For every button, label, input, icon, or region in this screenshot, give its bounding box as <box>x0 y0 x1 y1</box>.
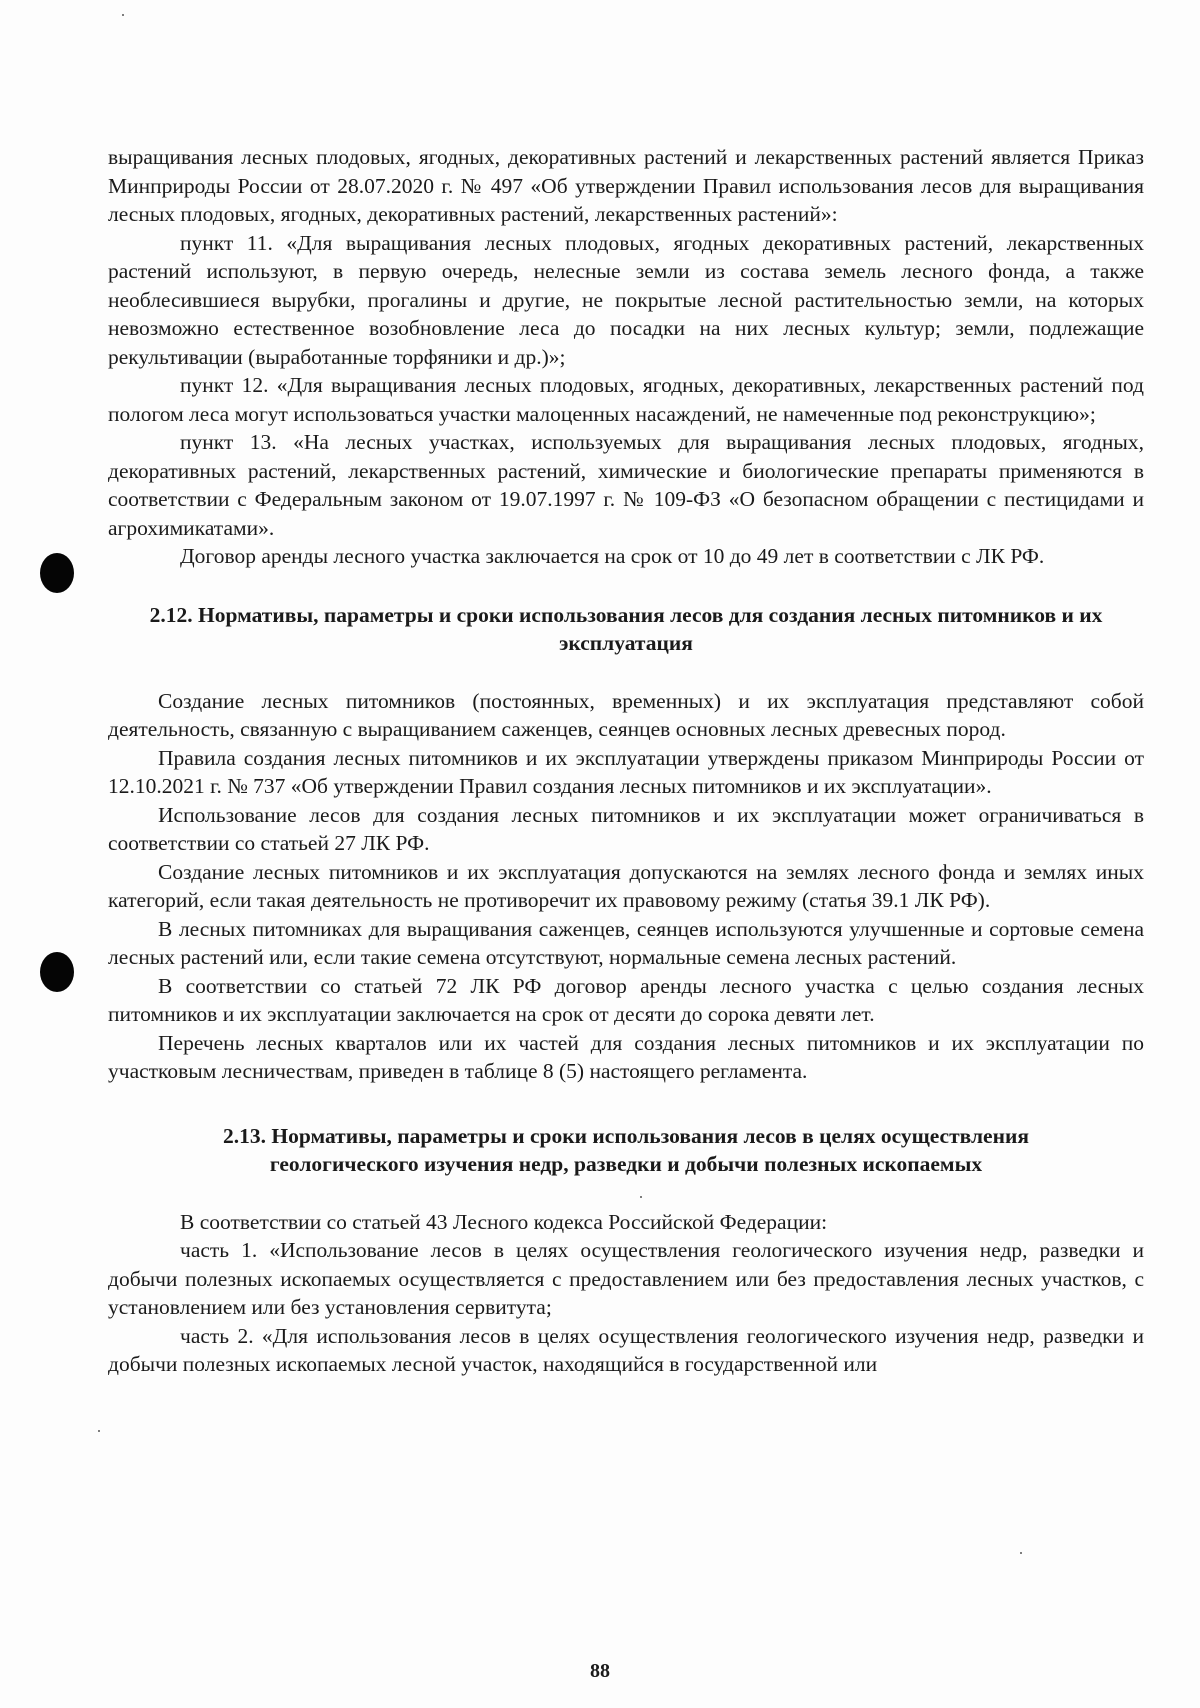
punch-hole-mark <box>40 952 74 992</box>
paragraph: пункт 11. «Для выращивания лесных плодовых, ягодных декоративных растений, лекарственных растений используют, в первую очередь, нелесные земли из состава земель лесного фонда, а также необлесившиеся вырубки, прогалины и другие, не покрытые лесной растительностью земли, на которых невозможно естественное возобновление леса до посадки на них лесных культур; земли, подлежащие рекультивации (выработанные торфяники и др.)»; <box>108 230 1144 369</box>
document-body <box>108 143 1144 1379</box>
paragraph: Создание лесных питомников и их эксплуатация допускаются на землях лесного фонда и землях иных категорий, если такая деятельность не противоречит их правовому режиму (статья 39.1 ЛК РФ). <box>108 859 1144 912</box>
scan-speck <box>98 1430 100 1432</box>
paragraph: часть 1. «Использование лесов в целях осуществления геологического изучения недр, разведки и добычи полезных ископаемых осуществляется с предоставлением или без предоставления лесных участков, с установлением или без установления сервитута; <box>108 1238 1144 1319</box>
scan-speck <box>1020 1552 1022 1554</box>
paragraph: Договор аренды лесного участка заключается на срок от 10 до 49 лет в соответствии с ЛК РФ. <box>180 544 1045 568</box>
punch-hole-mark <box>40 553 74 593</box>
section-heading: 2.13. Нормативы, параметры и сроки использования лесов в целях осуществления геологического изучения недр, разведки и добычи полезных ископаемых <box>223 1123 1029 1176</box>
paragraph: В лесных питомниках для выращивания саженцев, сеянцев используются улучшенные и сортовые семена лесных растений или, если такие семена отсутствуют, нормальные семена лесных растений. <box>108 916 1144 969</box>
scan-speck <box>122 14 124 16</box>
page-number: 88 <box>590 1660 610 1682</box>
paragraph: В соответствии со статьей 72 ЛК РФ договор аренды лесного участка с целью создания лесных питомников и их эксплуатации заключается на срок от десяти до сорока девяти лет. <box>108 973 1144 1026</box>
paragraph: выращивания лесных плодовых, ягодных, декоративных растений и лекарственных растений является Приказ Минприроды России от 28.07.2020 г. № 497 «Об утверждении Правил использования лесов для выращивания лесных плодовых, ягодных, декоративных растений, лекарственных растений»: <box>108 145 1144 226</box>
paragraph: пункт 12. «Для выращивания лесных плодовых, ягодных, декоративных, лекарственных растений под пологом леса могут использоваться участки малоценных насаждений, не намеченные под реконструкцию»; <box>108 373 1144 426</box>
paragraph: Перечень лесных кварталов или их частей для создания лесных питомников и их эксплуатации по участковым лесничествам, приведен в таблице 8 (5) настоящего регламента. <box>108 1030 1144 1083</box>
paragraph: часть 2. «Для использования лесов в целях осуществления геологического изучения недр, разведки и добычи полезных ископаемых лесной участок, находящийся в государственной или <box>108 1323 1144 1376</box>
section-heading: 2.12. Нормативы, параметры и сроки использования лесов для создания лесных питомников и их эксплуатация <box>149 602 1103 655</box>
paragraph: В соответствии со статьей 43 Лесного кодекса Российской Федерации: <box>180 1209 828 1234</box>
paragraph: Использование лесов для создания лесных питомников и их эксплуатации может ограничиваться в соответствии со статьей 27 ЛК РФ. <box>108 802 1144 855</box>
paragraph: Создание лесных питомников (постоянных, временных) и их эксплуатация представляют собой деятельность, связанную с выращиванием саженцев, сеянцев основных лесных древесных пород. <box>108 688 1144 741</box>
paragraph: пункт 13. «На лесных участках, используемых для выращивания лесных плодовых, ягодных, декоративных растений, лекарственных растений, химические и биологические препараты применяются в соответствии с Федеральным законом от 19.07.1997 г. № 109-ФЗ «О безопасном обращении с пестицидами и агрохимикатами». <box>108 430 1144 540</box>
paragraph: Правила создания лесных питомников и их эксплуатации утверждены приказом Минприроды России от 12.10.2021 г. № 737 «Об утверждении Правил создания лесных питомников и их эксплуатации». <box>108 745 1144 798</box>
